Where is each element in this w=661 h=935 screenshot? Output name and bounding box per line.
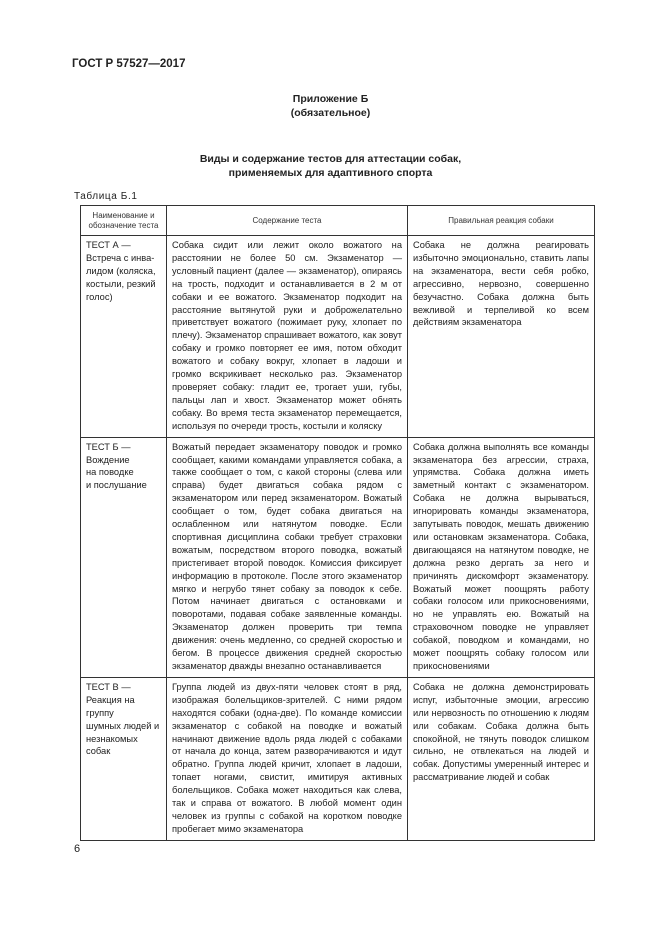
- test-content-cell: Группа людей из двух-пяти человек стоят в ряд, изображая болельщиков-зрителей. С ними рядом находятся собаки (одна-две). По команде комиссии экзаменатор с собакой на поводке и вожатый начинают движение вдоль ряда людей с собаками от начала до конца, затем разворачиваются и идут обратно. Группа людей кричит, хлопает в ладоши, топает ногами, свистит, имитируя активных болельщиков. Собака может находиться как слева, так и справа от вожатого. В любой момент один человек из группы с собакой на коротком поводке пробегает мимо экзаменатора: [167, 677, 408, 840]
- test-name-cell: [81, 437, 167, 677]
- appendix-block: [0, 92, 661, 120]
- document-header: ГОСТ Р 57527—2017: [72, 58, 186, 70]
- table-row: [81, 677, 595, 840]
- appendix-status: (обязательное): [290, 107, 371, 119]
- table-header-row: [81, 206, 595, 236]
- appendix-title: Приложение Б: [292, 93, 369, 105]
- test-name: ТЕСТ В — Реакция на группу шумных людей и незнакомых собак: [86, 681, 160, 757]
- document-title-line-2: применяемых для адаптивного спорта: [228, 167, 433, 179]
- test-reaction-cell: Собака не должна реагировать избыточно эмоционально, ставить лапы на экзаменатора, вести себя робко, агрессивно, нервозно, совершенно безучастно. Собака должна быть вежливой и терпеливой ко всем действиям экзаменатора: [408, 236, 595, 438]
- table-row: [81, 236, 595, 438]
- test-name-cell: [81, 236, 167, 438]
- test-name: ТЕСТ Б — Вождение на поводке и послушание: [86, 441, 147, 491]
- test-reaction-cell: Собака должна выполнять все команды экзаменатора без агрессии, страха, упрямства. Собака должна иметь заметный контакт с экзаменатором. Собака не должна вырываться, игнорировать команды экзаменатора, запутывать поводок, мешать движению или остановкам экзаменатора. Собака, двигающаяся на натянутом поводке, не должна резко дергать за него и причинять дискомфорт экзаменатору. Вожатый может поощрять работу собаки голосом или прикосновениями, но не управлять ею. Вожатый на страховочном поводке не управляет собакой, поводком и командами, но может поощрять собаку голосом или прикосновениями: [408, 437, 595, 677]
- test-content-cell: Собака сидит или лежит около вожатого на расстоянии не более 50 см. Экзаменатор — условный пациент (далее — экзаменатор), опираясь на трость, подходит и останавливается в 2 м от собаки и ее вожатого. Экзаменатор подходит на расстояние вытянутой руки и доброжелательно приветствует вожатого (пожимает руку, хлопает по плечу). Экзаменатор спрашивает вожатого, как зовут собаку и громко повторяет ее имя, потом обходит вожатого и собаку вокруг, хлопает в ладоши и громко вскрикивает несколько раз. Экзаменатор проверяет собаку: гладит ее, трогает уши, губы, пальцы лап и хвост. Экзаменатор может обнять собаку. Во время теста экзаменатор перемещается, используя по очереди трость, костыли и коляску: [167, 236, 408, 438]
- header-reaction: Правильная реакция собаки: [408, 206, 595, 236]
- page-number: 6: [74, 843, 81, 855]
- test-reaction-cell: Собака не должна демонстрировать испуг, избыточные эмоции, агрессию или нервозность по отношению к людям или собакам. Собака должна быть спокойной, не тянуть поводок слишком сильно, не отвлекаться на людей и собак. Допустимы умеренный интерес и рассматривание людей и собак: [408, 677, 595, 840]
- table-caption: Таблица Б.1: [74, 191, 138, 202]
- tests-table: [80, 205, 595, 841]
- test-content-cell: Вожатый передает экзаменатору поводок и громко сообщает, какими командами управляется собака, а также сообщает о том, с какой стороны (слева или справа) будет двигаться собака рядом с экзаменатором или перед экзаменатором. Вожатый сообщает о том, будет собака двигаться на ослабленном или натянутом поводке. Если спортивная дисциплина собаки требует страховки вожатым, посредством второго поводка, вожатый пристегивает второй поводок. Комиссия фиксирует информацию в протоколе. После этого экзаменатор мягко и негрубо тянет собаку за поводок к себе. Потом начинает двигаться с остановками и поворотами, подавая собаке заявленные команды. Экзаменатор должен проверить три темпа движения: очень медленно, со средней скоростью и бегом. В процессе движения средней скоростью экзаменатор дважды внезапно останавливается: [167, 437, 408, 677]
- header-name: Наименование и обозначение теста: [81, 206, 167, 236]
- table-row: [81, 437, 595, 677]
- test-name-cell: [81, 677, 167, 840]
- document-title: [0, 152, 661, 180]
- header-content: Содержание теста: [167, 206, 408, 236]
- document-title-line-1: Виды и содержание тестов для аттестации собак,: [199, 153, 462, 165]
- test-name: ТЕСТ А — Встреча с инва- лидом (коляска, костыли, резкий голос): [86, 240, 156, 302]
